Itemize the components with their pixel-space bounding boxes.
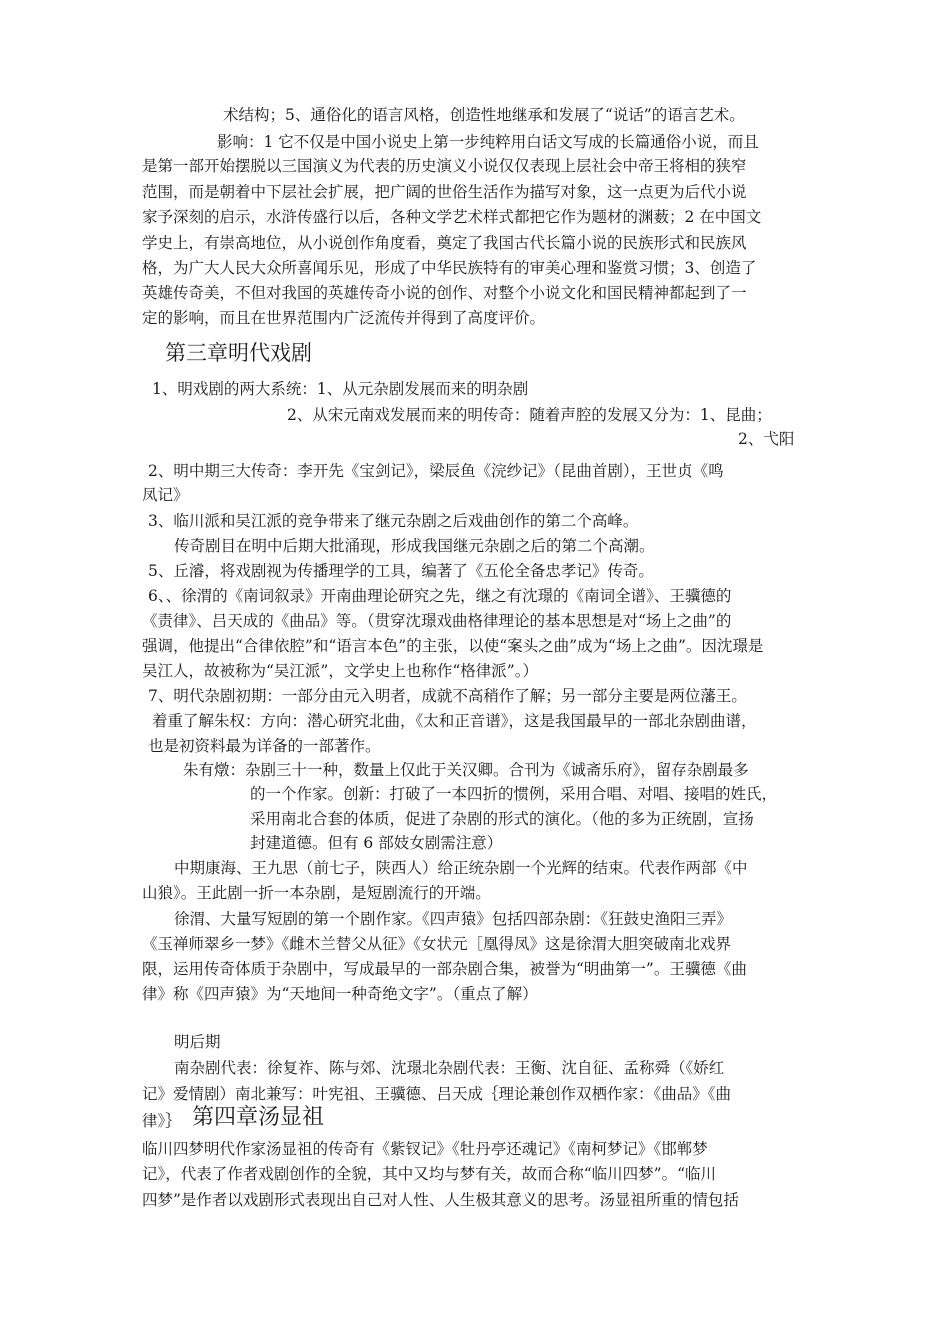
text-line: 6、、徐渭的《南词叙录》开南曲理论研究之先，继之有沈璟的《南词全谱》、王骥德的 bbox=[148, 587, 732, 605]
text-line: 传奇剧目在明中后期大批涌现，形成我国继元杂剧之后的第二个高潮。 bbox=[174, 537, 655, 555]
text-line: 是第一部开始摆脱以三国演义为代表的历史演义小说仅仅表现上层社会中帝王将相的狭窄 bbox=[142, 157, 747, 175]
text-line: 5、丘濬，将戏剧视为传播理学的工具，编著了《五伦全备忠孝记》传奇。 bbox=[148, 562, 654, 580]
text-line: 限，运用传奇体质于杂剧中，写成最早的一部杂剧合集，被誉为“明曲第一”。王骥德《曲 bbox=[142, 960, 747, 978]
chapter-heading: 第四章汤显祖 bbox=[192, 1105, 325, 1130]
text-line: 影响：1 它不仅是中国小说史上第一步纯粹用白话文写成的长篇通俗小说，而且 bbox=[217, 133, 759, 151]
chapter-heading: 第三章明代戏剧 bbox=[165, 341, 312, 365]
text-line: 中期康海、王九思（前七子，陕西人）给正统杂剧一个光辉的结束。代表作两部《中 bbox=[174, 859, 748, 877]
text-line: 也是初资料最为详备的一部著作。 bbox=[148, 737, 381, 755]
text-line: 1、明戏剧的两大系统：1、从元杂剧发展而来的明杂剧 bbox=[152, 380, 529, 398]
text-line: 术结构；5、通俗化的语言风格，创造性地继承和发展了“说话”的语言艺术。 bbox=[223, 106, 745, 124]
text-line: 3、临川派和吴江派的竞争带来了继元杂剧之后戏曲创作的第二个高峰。 bbox=[148, 512, 639, 530]
text-line: 徐渭、大量写短剧的第一个剧作家。《四声猿》包括四部杂剧：《狂鼓史渔阳三弄》 bbox=[174, 910, 733, 928]
text-line: 律》称《四声猿》为“天地间一种奇绝文字”。（重点了解） bbox=[142, 985, 538, 1003]
text-line: 南杂剧代表：徐复祚、陈与郊、沈璟北杂剧代表：王衡、沈自征、孟称舜（《娇红 bbox=[174, 1059, 725, 1077]
text-line: 记》爱情剧）南北兼写：叶宪祖、王骥德、吕天成｛理论兼创作双栖作家：《曲品》《曲 bbox=[142, 1085, 732, 1103]
text-line: 定的影响，而且在世界范围内广泛流传并得到了高度评价。 bbox=[142, 309, 546, 327]
text-line: 家予深刻的启示，水浒传盛行以后，各种文学艺术样式都把它作为题材的渊薮；2 在中国文 bbox=[142, 208, 762, 226]
text-line: 学史上，有崇高地位，从小说创作角度看，奠定了我国古代长篇小说的民族形式和民族风 bbox=[142, 234, 747, 252]
text-line: 范围，而是朝着中下层社会扩展，把广阔的世俗生活作为描写对象，这一点更为后代小说 bbox=[142, 183, 747, 201]
text-line: 吴江人，故被称为“吴江派”，文学史上也称作“格律派”。） bbox=[142, 662, 538, 680]
text-line: 采用南北合套的体质，促进了杂剧的形式的演化。（他的多为正统剧，宣扬 bbox=[250, 810, 754, 828]
text-line: 四梦”是作者以戏剧形式表现出自己对人性、人生极其意义的思考。汤显祖所重的情包括 bbox=[142, 1191, 739, 1209]
text-line: 强调，他提出“合律依腔”和“语言本色”的主张，以使“案头之曲”成为“场上之曲”。因沈璟是 bbox=[142, 637, 764, 655]
text-line: 2、明中期三大传奇：李开先《宝剑记》，梁辰鱼《浣纱记》（昆曲首剧），王世贞《鸣 bbox=[148, 462, 724, 480]
text-line: 山狼》。王此剧一折一本杂剧，是短剧流行的开端。 bbox=[142, 884, 491, 902]
text-line: 2、弋阳 bbox=[738, 430, 795, 448]
text-line: 着重了解朱权：方向：潜心研究北曲，《太和正音谱》，这是我国最早的一部北杂剧曲谱， bbox=[152, 712, 757, 730]
text-line: 7、明代杂剧初期：一部分由元入明者，成就不高稍作了解；另一部分主要是两位藩王。 bbox=[148, 687, 747, 705]
text-line: 2、从宋元南戏发展而来的明传奇：随着声腔的发展又分为：1、昆曲； bbox=[287, 406, 772, 424]
text-line: 《责律》、吕天成的《曲品》等。（贯穿沈璟戏曲格律理论的基本思想是对“场上之曲”的 bbox=[142, 612, 732, 630]
text-line: 明后期 bbox=[174, 1033, 221, 1051]
text-line: 朱有燉：杂剧三十一种，数量上仅此于关汉卿。合刊为《诚斋乐府》，留存杂剧最多 bbox=[183, 761, 749, 779]
text-line: 临川四梦明代作家汤显祖的传奇有《紫钗记》《牡丹亭还魂记》《南柯梦记》《邯郸梦 bbox=[142, 1140, 708, 1158]
text-line: 格，为广大人民大众所喜闻乐见，形成了中华民族特有的审美心理和鉴赏习惯；3、创造了 bbox=[142, 259, 757, 277]
text-line: 记》，代表了作者戏剧创作的全貌，其中又均与梦有关，故而合称“临川四梦”。“临川 bbox=[142, 1165, 717, 1183]
text-line: 律》｝ bbox=[142, 1112, 181, 1130]
text-line: 凤记》 bbox=[142, 486, 189, 504]
text-line: 封建道德。但有 6 部妓女剧需注意） bbox=[250, 834, 503, 852]
text-line: 《玉禅师翠乡一梦》《雌木兰替父从征》《女状元［凰得凤》这是徐渭大胆突破南北戏界 bbox=[142, 935, 732, 953]
text-line: 的一个作家。创新：打破了一本四折的惯例，采用合唱、对唱、接唱的姓氏， bbox=[250, 785, 778, 803]
text-line: 英雄传奇美，不但对我国的英雄传奇小说的创作、对整个小说文化和国民精神都起到了一 bbox=[142, 284, 747, 302]
